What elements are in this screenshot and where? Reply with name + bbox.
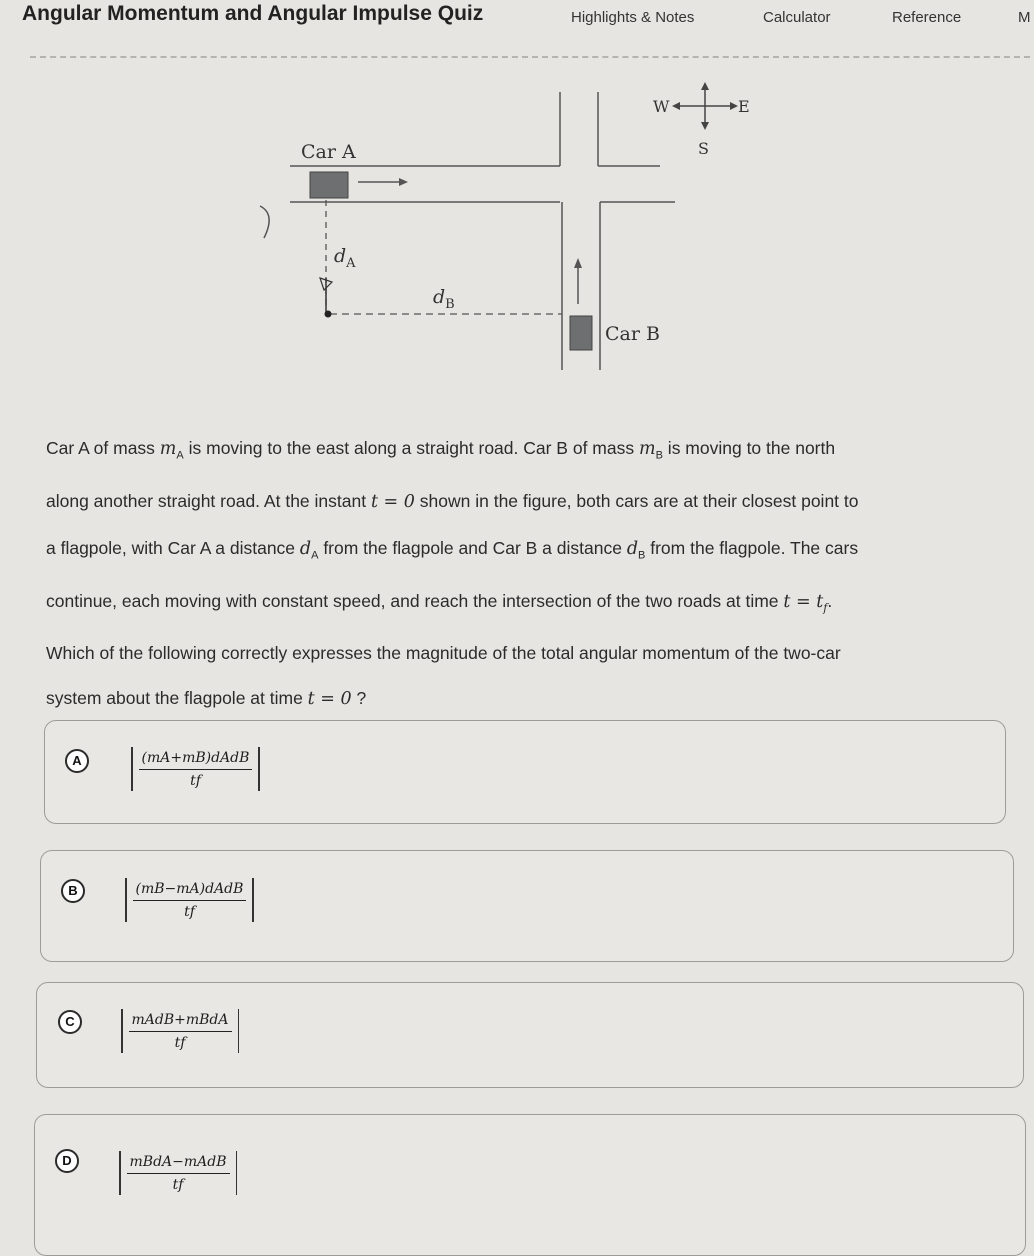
choice-letter-a: A [65, 749, 89, 773]
compass-south: S [698, 139, 709, 158]
choice-letter-d: D [55, 1149, 79, 1173]
reference-button[interactable]: Reference [892, 9, 962, 26]
car-b-icon [570, 316, 592, 350]
question-text: Car A of mass $m_A$ is moving to the east along a straight road. Car B of mass $m_B$ is moving to the north along another straight road. At the instant t = 0 shown in the figure, both cars are at their closest point to a flagpole, with Car A a distance $d_A$ from the flagpole and Car B a distance $d_B$ from the flagpole. The cars continue, each moving with constant speed, and reach the intersection of the two roads at time $t = t_f$. Which of the following correctly expresses the magnitude of the total angular momentum of the two-car system about the flagpole at time t = 0 ? [46, 438, 859, 709]
highlights-notes-button[interactable]: Highlights & Notes [571, 9, 695, 26]
car-a-arrow-head [399, 178, 408, 186]
choice-c-expression: $\frac{\text{mAdB+mBdA}}{tf}$ [115, 1009, 245, 1053]
car-a-label: Car A [301, 141, 356, 163]
answer-choice-a[interactable] [44, 720, 1006, 824]
road-curve [260, 206, 269, 238]
d-a-label: $d_A$ [334, 245, 356, 271]
header-divider [30, 56, 1030, 58]
choice-d-expression: $\frac{\text{mBdA−mAdB}}{tf}$ [113, 1151, 243, 1195]
answer-choice-c[interactable] [36, 982, 1024, 1088]
car-b-label: Car B [605, 323, 660, 345]
car-a-icon [310, 172, 348, 198]
choice-b-expression: $\frac{\text{(mB−mA)dAdB}}{tf}$ [119, 878, 260, 922]
choice-a-expression: $\frac{\text{(mA+mB)dAdB}}{tf}$ [125, 747, 266, 791]
compass-west: W [653, 97, 670, 116]
compass-icon [672, 82, 738, 130]
d-b-label: $d_B$ [433, 286, 455, 312]
choice-letter-b: B [61, 879, 85, 903]
quiz-header [0, 0, 1034, 44]
car-b-arrow-head [574, 258, 582, 268]
compass-east: E [738, 97, 750, 116]
answer-choice-b[interactable] [40, 850, 1014, 962]
page-title: Angular Momentum and Angular Impulse Quiz [22, 2, 484, 25]
road-diagram [250, 78, 770, 378]
more-button[interactable]: M [1018, 9, 1031, 26]
flagpole-base-icon [325, 311, 332, 318]
answer-choice-d[interactable] [34, 1114, 1026, 1256]
calculator-button[interactable]: Calculator [763, 9, 831, 26]
choice-letter-c: C [58, 1010, 82, 1034]
